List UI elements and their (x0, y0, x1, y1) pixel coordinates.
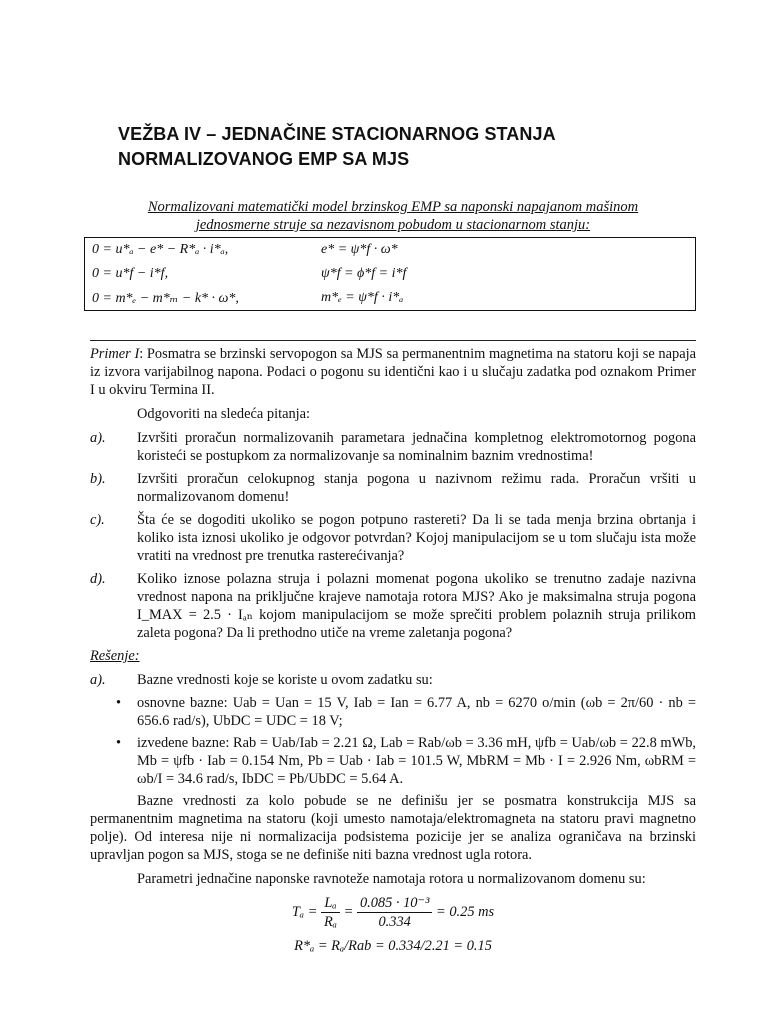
equation-left: 0 = m*ₑ − m*ₘ − k* · ω*, (92, 290, 239, 306)
problem-statement (90, 345, 696, 399)
fraction-numerator: Lₐ (321, 894, 340, 913)
equation-left: 0 = u*f − i*f, (92, 266, 169, 281)
page-title (118, 122, 678, 172)
question-text: Šta će se dogoditi ukoliko se pogon potpuno rastereti? Da li se tada menja brzina obrtanja i koliko ista iznosi ukoliko je odgovor potvrdan? Kojoj manipulacijom se u tom slučaju ista može vratiti na vrednost pre trenutka rasterećivanja? (137, 512, 696, 564)
bullet-item (116, 694, 696, 730)
fraction-numerator: 0.085 · 10⁻³ (357, 894, 432, 913)
base-values-derived: izvedene bazne: Rab = Uab/Iab = 2.21 Ω, Lab = Rab/ωb = 3.36 mH, ψfb = Uab/ωb = 22.8 mWb, Mb = ψfb · Iab = 0.154 Nm, Pb = Uab · Iab = 101.5 W, MbRM = Mb · I = 2.926 Nm, ωbRM = ωb/I = 34.6 rad/s, IbDC = Pb/UbDC = 5.64 A. (137, 735, 696, 787)
question-marker: b). (90, 471, 106, 487)
document-body (90, 345, 696, 959)
equals-sign: = (343, 903, 354, 920)
fraction-denominator: Rₐ (324, 914, 337, 930)
fraction-denominator: 0.334 (378, 914, 411, 930)
question-item (90, 570, 696, 642)
solution-heading: Rešenje: (90, 648, 140, 664)
question-text: Izvršiti proračun celokupnog stanja pogona u nazivnom režimu rada. Proračun vršiti u normalizovanom domenu! (137, 471, 696, 505)
formula-lhs: Tₐ = (291, 903, 318, 920)
questions-intro: Odgovoriti na sledeća pitanja: (137, 406, 311, 422)
model-caption (90, 198, 696, 234)
bullet-item (116, 734, 696, 788)
question-marker: c). (90, 512, 105, 528)
solution-item (90, 671, 696, 689)
base-values-primary: osnovne bazne: Uab = Uan = 15 V, Iab = Ian = 6.77 A, nb = 6270 o/min (ωb = 2π/60 · nb = 656.6 rad/s), UbDC = UDC = 18 V; (137, 695, 696, 729)
section-divider (90, 340, 696, 341)
title-line-1: VEŽBA IV – JEDNAČINE STACIONARNOG STANJA (118, 124, 556, 144)
solution-paragraph: Parametri jednačine naponske ravnoteže namotaja rotora u normalizovanom domenu su: (137, 871, 646, 887)
title-line-2: NORMALIZOVANOG EMP SA MJS (118, 149, 410, 169)
question-text: Izvršiti proračun normalizovanih parametara jednačina kompletnog elektromotornog pogona koristeći se postupkom za normalizovanje sa nominalnim baznim vrednostima! (137, 430, 696, 464)
caption-line-1: Normalizovani matematički model brzinskog EMP sa naponski napajanom mašinom (147, 199, 639, 215)
question-item (90, 511, 696, 565)
equation-row (85, 262, 696, 286)
solution-marker: a). (90, 672, 106, 688)
bullet-icon: • (116, 695, 122, 711)
equation-right: e* = ψ*f · ω* (321, 242, 398, 257)
fraction (357, 894, 432, 931)
time-constant-formula (90, 894, 696, 931)
problem-label: Primer I (90, 346, 140, 362)
fraction (321, 894, 340, 931)
equation-left: 0 = u*ₐ − e* − R*ₐ · i*ₐ, (92, 242, 229, 257)
equation-right: ψ*f = ϕ*f = i*f (321, 266, 407, 281)
solution-paragraph: Bazne vrednosti za kolo pobude se ne definišu jer se posmatra konstrukcija MJS sa permanentnim magnetima na statoru (koji umesto namotaja/elektromagneta na statoru pravi magnetno polje). Od interesa nije ni normalizacija podsistema pozicije jer se analiza ograničava na brzinski upravljan pogon sa MJS, stoga se ne definiše niti bazna vrednost ugla rotora. (90, 793, 696, 863)
question-marker: a). (90, 430, 106, 446)
problem-text: : Posmatra se brzinski servopogon sa MJS sa permanentnim magnetima na statoru koji se napaja iz izvora varijabilnog napona. Podaci o pogonu su identični kao i u slučaju zadatka pod oznakom Primer I u okviru Termina II. (90, 346, 696, 398)
equation-right: m*ₑ = ψ*f · i*ₐ (321, 290, 404, 305)
question-text: Koliko iznose polazna struja i polazni momenat pogona ukoliko se trenutno zadaje nazivna vrednost napona na priključne krajeve namotaja rotora MJS? Ako je maksimalna struja pogona I_MAX = 2.5 · Iₐₙ kojom manipulacijom se može sprečiti problem polaznih struja prilikom zaleta pogona? Da li prethodno utiče na vreme zaletanja pogona? (137, 571, 696, 641)
formula-rhs: = 0.25 ms (436, 903, 495, 920)
equation-row (85, 286, 696, 311)
solution-intro: Bazne vrednosti koje se koriste u ovom zadatku su: (137, 672, 433, 688)
model-equations-table (84, 237, 696, 311)
caption-line-2: jednosmerne struje sa nezavisnom pobudom u stacionarnom stanju: (195, 217, 591, 233)
equation-row (85, 238, 696, 263)
question-marker: d). (90, 571, 106, 587)
resistance-formula: R*ₐ = Rₐ/Rab = 0.334/2.21 = 0.15 (294, 938, 492, 954)
bullet-icon: • (116, 735, 122, 751)
question-item (90, 429, 696, 465)
question-item (90, 470, 696, 506)
